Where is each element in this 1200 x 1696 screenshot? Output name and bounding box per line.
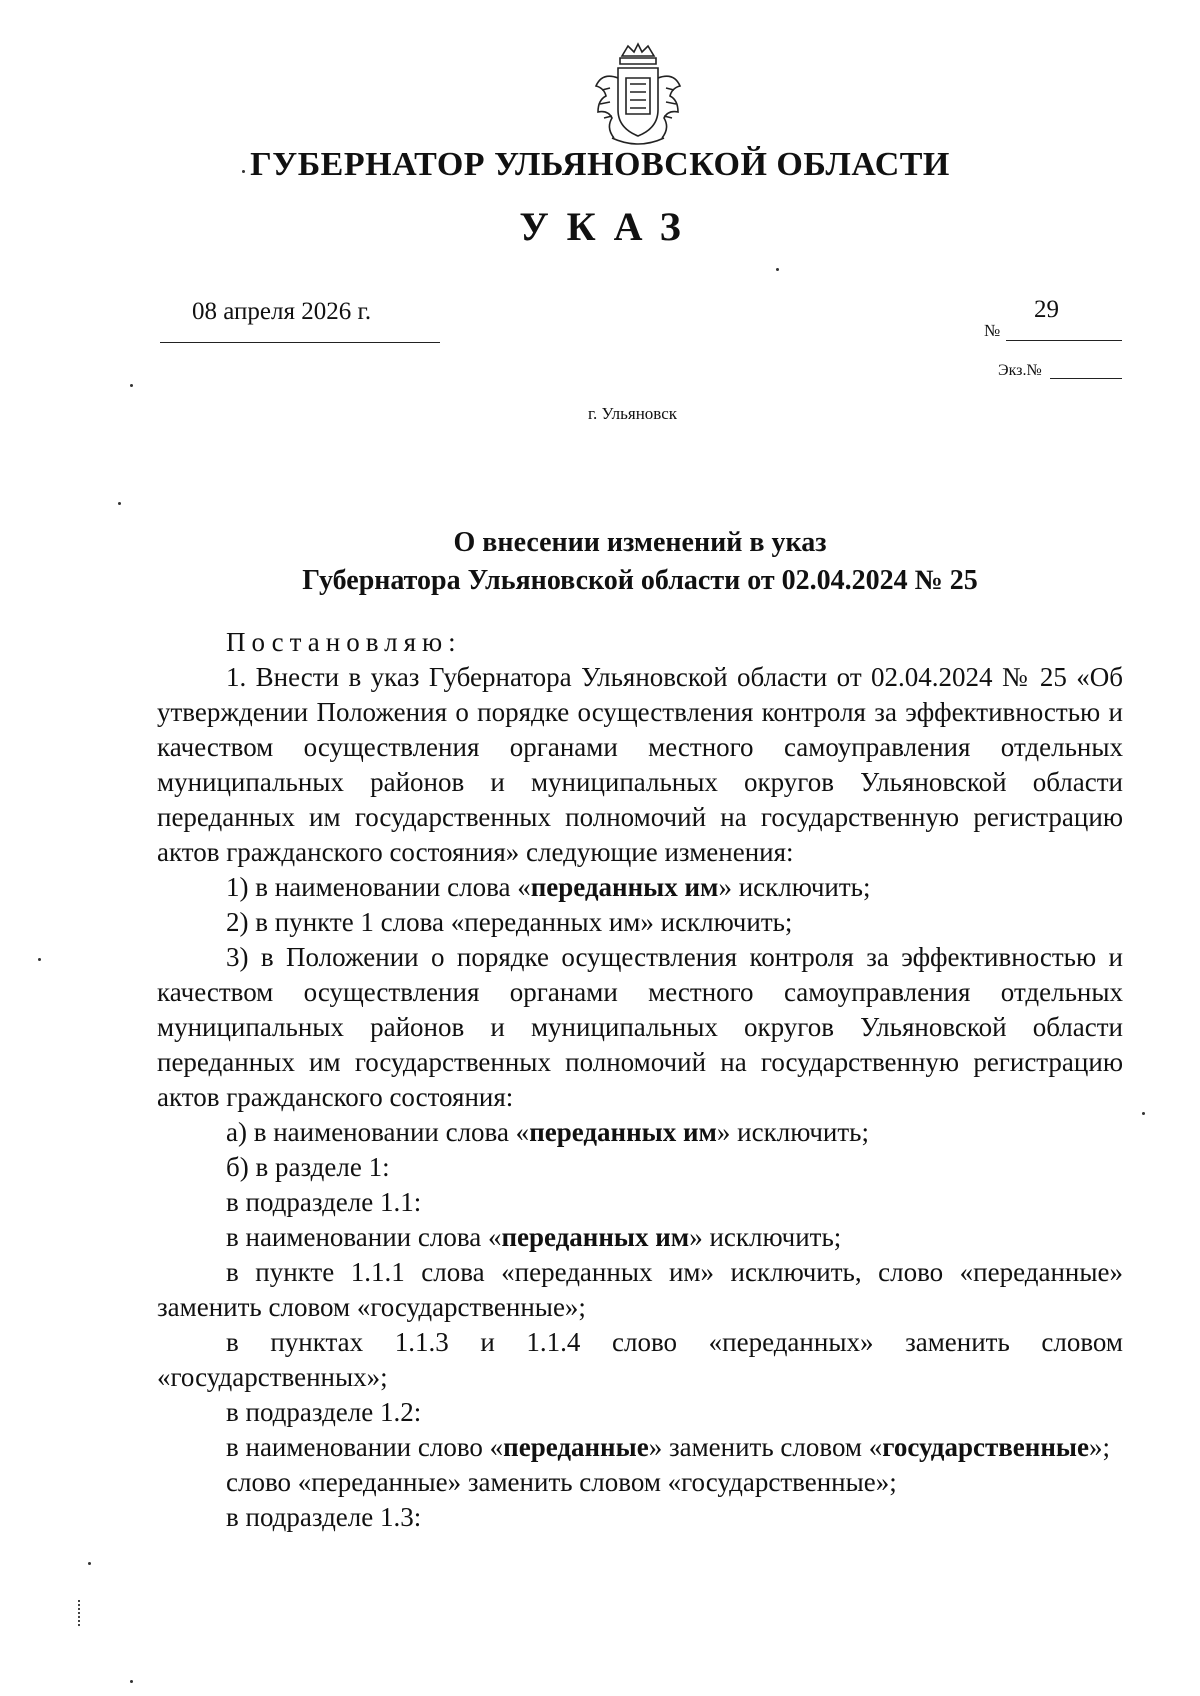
scan-speck [118,502,121,505]
paragraph-6: б) в разделе 1: [226,1152,390,1182]
number-label: № [984,321,1001,340]
decree-opening: Постановляю: [226,627,462,657]
paragraph-8-bold: переданных им [501,1222,690,1252]
scan-speck [130,1680,133,1683]
scan-speck [88,1562,91,1565]
date-underline [160,342,440,343]
paragraph-8-text: в наименовании слова « [226,1222,502,1252]
subject-line-2: Губернатора Ульяновской области от 02.04.2024 № 25 [302,565,978,596]
subject-line-1: О внесении изменений в указ [453,527,827,558]
paragraph-10: в пунктах 1.1.3 и 1.1.4 слово «переданных» заменить словом «государственных»; [157,1327,1123,1392]
paragraph-2-text: 1) в наименовании слова « [226,872,531,902]
paragraph-2 [157,870,1123,905]
paragraph-8 [157,1220,1123,1255]
document-type: УКАЗ [519,204,699,249]
paragraph-13: слово «переданные» заменить словом «государственные»; [226,1467,897,1497]
decree-subject [280,524,1000,600]
scan-speck [130,384,133,387]
paragraph-12-bold-2: государственные [882,1432,1089,1462]
paragraph-2-bold: переданных им [530,872,719,902]
paragraph-5 [157,1115,1123,1150]
city: г. Ульяновск [587,404,678,423]
paragraph-5-end: » исключить; [716,1117,869,1147]
paragraph-8-end: » исключить; [689,1222,842,1252]
scan-speck [242,170,245,173]
copy-number-underline [1050,378,1122,379]
paragraph-5-text: а) в наименовании слова « [226,1117,530,1147]
paragraph-2-end: » исключить; [718,872,871,902]
document-date: 08 апреля 2026 г. [192,298,372,325]
scan-speck [776,268,779,271]
scan-mark [78,1600,82,1626]
paragraph-12-text: в наименовании слово « [226,1432,504,1462]
paragraph-11: в подразделе 1.2: [226,1397,422,1427]
paragraph-7: в подразделе 1.1: [226,1187,422,1217]
coat-of-arms-icon [582,38,694,150]
decree-body [157,625,1123,1535]
paragraph-9: в пункте 1.1.1 слова «переданных им» исключить, слово «переданные» заменить словом «государственные»; [157,1257,1123,1322]
paragraph-14: в подразделе 1.3: [226,1502,422,1532]
paragraph-4: 3) в Положении о порядке осуществления контроля за эффективностью и качеством осуществления органами местного самоуправления отдельных муниципальных районов и муниципальных округов Ульяновской области переданных им государственных полномочий на государственную регистрацию актов гражданского состояния: [157,942,1123,1112]
document-number: 29 [1034,296,1059,323]
number-underline [1006,340,1122,341]
paragraph-12-bold-1: переданные [503,1432,649,1462]
paragraph-12 [157,1430,1123,1465]
paragraph-12-end: »; [1088,1432,1110,1462]
paragraph-12-mid: » заменить словом « [648,1432,883,1462]
paragraph-1: 1. Внести в указ Губернатора Ульяновской области от 02.04.2024 № 25 «Об утверждении Положения о порядке осуществления контроля за эффективностью и качеством осуществления органами местного самоуправления отдельных муниципальных районов и муниципальных округов Ульяновской области переданных им государственных полномочий на государственную регистрацию актов гражданского состояния» следующие изменения: [157,662,1123,867]
paragraph-5-bold: переданных им [529,1117,717,1147]
paragraph-3: 2) в пункте 1 слова «переданных им» исключить; [226,907,793,937]
scan-speck [38,958,41,961]
copy-number-label: Экз.№ [998,362,1042,379]
scan-speck [1142,1112,1145,1115]
authority-title: ГУБЕРНАТОР УЛЬЯНОВСКОЙ ОБЛАСТИ [250,146,950,183]
